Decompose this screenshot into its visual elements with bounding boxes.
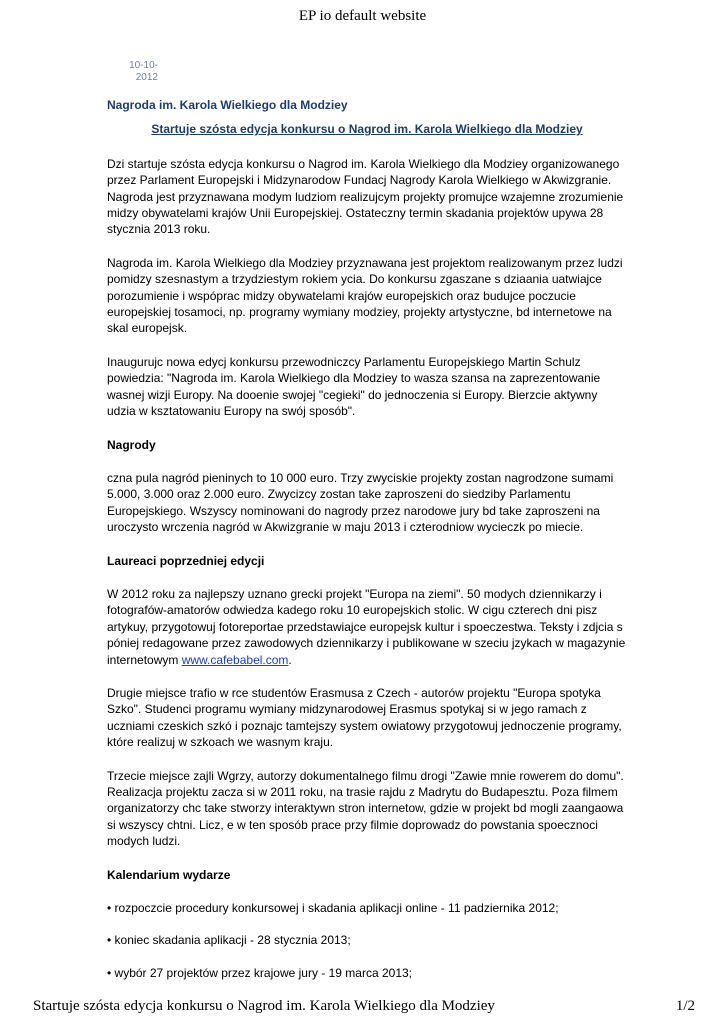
awards-heading: Nagrody xyxy=(107,437,156,452)
laureates-paragraph-1-end: . xyxy=(288,652,292,667)
footer-page-number: 1/2 xyxy=(675,998,695,1014)
calendar-heading: Kalendarium wydarze xyxy=(107,867,231,882)
laureates-paragraph-1-text: W 2012 roku za najlepszy uznano grecki projekt "Europa na ziemi". 50 modych dziennikarzy i fotografów-amatorów odwiedza kadego roku 10 europejskich stolic. W cigu czterech dni pisz artykuy, przygotowuj fotoreportae przedstawiajce europejsk kultur i spoeczestwa. Teksty i zdjcia s póniej redagowane przez zawodowych dziennikarzy i publikowane w szeciu jzykach w magazynie internetowym xyxy=(107,586,626,667)
footer-document-title: Startuje szósta edycja konkursu o Nagrod im. Karola Wielkiego dla Modziey xyxy=(33,998,495,1014)
intro-paragraph-1: Dzi startuje szósta edycja konkursu o Nagrod im. Karola Wielkiego dla Modziey organizowanego przez Parlament Europejski i Midzynarodow Fundacj Nagrody Karola Wielkiego w Akwizgranie. Nagroda jest przyznawana modym ludziom realizujcym projekty promujce wzajemne zrozumienie midzy obywatelami krajów Unii Europejskiej. Ostateczny termin skadania projektów upywa 28 stycznia 2013 roku. xyxy=(107,156,624,237)
section-title: Nagroda im. Karola Wielkiego dla Modziey xyxy=(107,98,348,112)
intro-paragraph-3: Inaugurujc nowa edycj konkursu przewodniczcy Parlamentu Europejskiego Martin Schulz powiedzia: "Nagroda im. Karola Wielkiego dla Modziey to wasza szansa na zaprezentowanie wasnej wizji Europy. Na dooenie swojej "cegieki" do jednoczenia si Europy. Bierzcie aktywny udzia w ksztatowaniu Europy na swój sposób". xyxy=(107,354,601,419)
laureates-paragraph-2: Drugie miejsce trafio w rce studentów Erasmusa z Czech - autorów projektu "Europa spotyka Szko". Studenci programu wymiany midzynarodowej Erasmus spotykaj si w jego ramach z uczniami czeskich szkó i poznajc tamtejszy system owiatowy przygotowuj jednoczenie programy, które realizuj w szkoach we wasnym kraju. xyxy=(107,685,622,750)
site-header-title: EP io default website xyxy=(298,8,427,24)
laureates-paragraph-3: Trzecie miejsce zajli Wgrzy, autorzy dokumentalnego filmu drogi "Zawie mnie rowerem do domu". Realizacja projektu zacza si w 2011 roku, na trasie rajdu z Madrytu do Budapesztu. Poza filmem organizatorzy chc take stworzy interaktywn stron internetow, gdzie w projekt bd mogli zaangaowa si wszyscy chtni. Licz, e w ten sposób prace przy filmie doprowadz do powstania spoecznoci modych ludzi. xyxy=(107,768,624,849)
laureates-paragraph-1 xyxy=(107,586,627,668)
cafebabel-link[interactable]: www.cafebabel.com xyxy=(181,652,289,667)
intro-paragraph-2: Nagroda im. Karola Wielkiego dla Modziey przyznawana jest projektom realizowanym przez ludzi pomidzy szesnastym a trzydziestym rokiem ycia. Do konkursu zgaszane s dziaania uatwiajce porozumienie i wspóprac midzy obywatelami krajów europejskich oraz budujce poczucie europejskiej tosamoci, np. programy wymiany modziey, projekty artystyczne, bd internetowe na skal europejsk. xyxy=(107,255,623,336)
article-content xyxy=(107,97,627,997)
calendar-item: • wybór 27 projektów przez krajowe jury - 19 marca 2013; xyxy=(107,965,412,980)
awards-paragraph: czna pula nagród pieninych to 10 000 euro. Trzy zwyciskie projekty zostan nagrodzone sumami 5.000, 3.000 oraz 2.000 euro. Zwycizcy zostan take zaproszeni do siedziby Parlamentu Europejskiego. Wszyscy nominowani do nagrody przez narodowe jury bd take zaproszeni na uroczysto wrczenia nagród w Akwizgranie w maju 2013 i czterodniow wycieczk po miecie. xyxy=(107,470,614,535)
calendar-item: • koniec skadania aplikacji - 28 stycznia 2013; xyxy=(107,933,351,948)
laureates-heading: Laureaci poprzedniej edycji xyxy=(107,553,265,568)
article-subtitle-link[interactable]: Startuje szósta edycja konkursu o Nagrod im. Karola Wielkiego dla Modziey xyxy=(151,122,583,137)
calendar-item: • rozpoczcie procedury konkursowej i skadania aplikacji online - 11 padziernika 2012; xyxy=(107,901,559,916)
article-date: 10-10-2012 xyxy=(129,60,158,83)
